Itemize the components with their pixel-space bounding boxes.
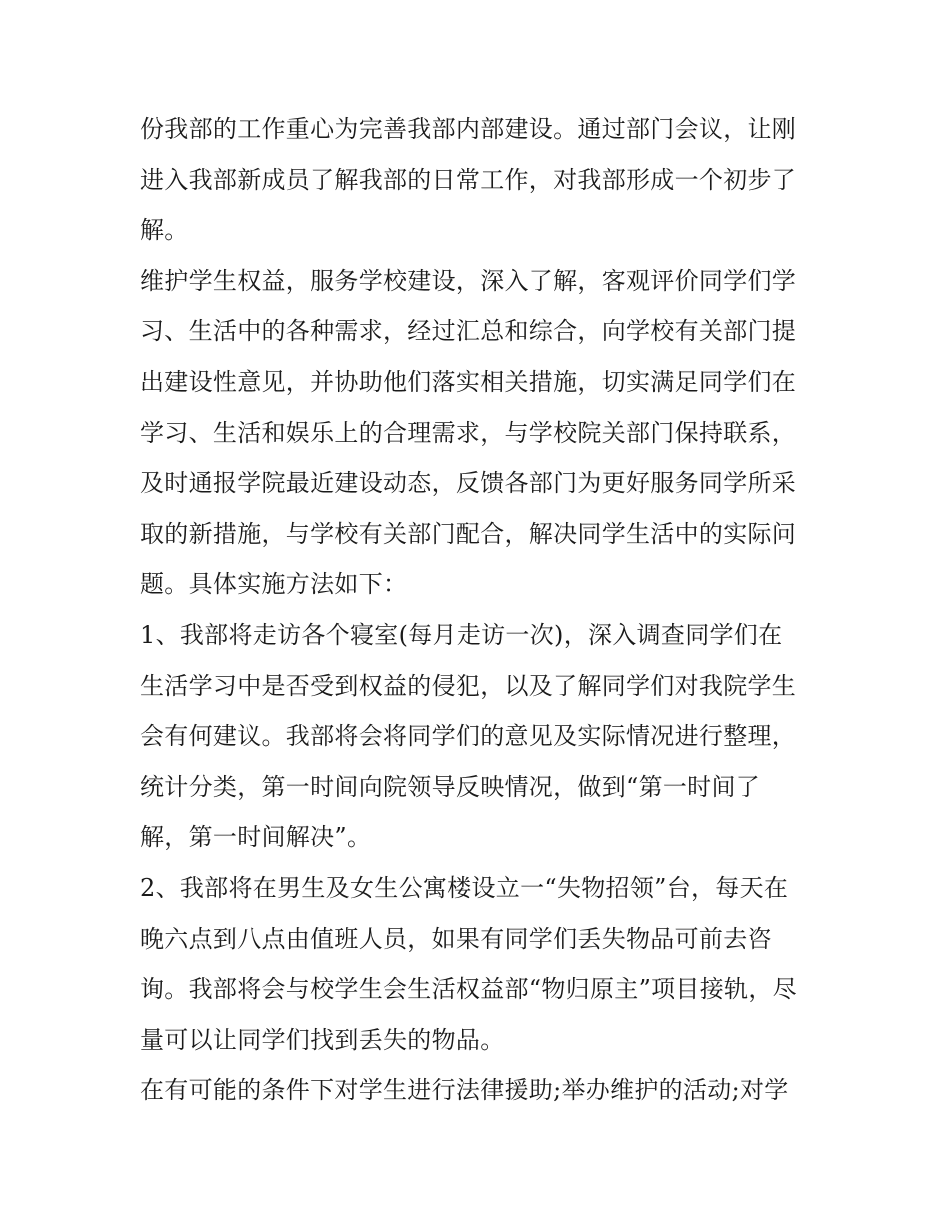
text-line: 出建设性意见，并协助他们落实相关措施，切实满足同学们在 xyxy=(140,367,797,396)
text-line: 晚六点到八点由值班人员，如果有同学们丢失物品可前去咨 xyxy=(140,924,772,953)
text-line: 1、我部将走访各个寝室(每月走访一次)，深入调查同学们在 xyxy=(140,620,783,649)
text-line: 量可以让同学们找到丢失的物品。 xyxy=(140,1025,505,1054)
text-line: 生活学习中是否受到权益的侵犯，以及了解同学们对我院学生 xyxy=(140,671,797,700)
text-line: 维护学生权益，服务学校建设，深入了解，客观评价同学们学 xyxy=(140,266,797,295)
text-line: 份我部的工作重心为完善我部内部建设。通过部门会议，让刚 xyxy=(140,115,797,143)
text-line: 取的新措施，与学校有关部门配合，解决同学生活中的实际问 xyxy=(140,519,797,548)
text-line: 解。 xyxy=(140,216,189,245)
text-line: 2、我部将在男生及女生公寓楼设立一“失物招领”台，每天在 xyxy=(140,873,789,902)
text-line: 学习、生活和娱乐上的合理需求，与学校院关部门保持联系， xyxy=(140,418,797,447)
text-line: 统计分类，第一时间向院领导反映情况，做到“第一时间了 xyxy=(140,772,761,801)
text-line: 及时通报学院最近建设动态，反馈各部门为更好服务同学所采 xyxy=(140,469,797,498)
document-body xyxy=(140,104,820,1116)
text-line: 题。具体实施方法如下： xyxy=(140,570,408,599)
text-line: 进入我部新成员了解我部的日常工作，对我部形成一个初步了 xyxy=(140,165,797,194)
text-line: 会有何建议。我部将会将同学们的意见及实际情况进行整理， xyxy=(140,722,797,751)
text-line: 习、生活中的各种需求，经过汇总和综合，向学校有关部门提 xyxy=(140,317,797,346)
text-line: 解，第一时间解决”。 xyxy=(140,823,372,852)
text-line: 询。我部将会与校学生会生活权益部“物归原主”项目接轨，尽 xyxy=(140,975,797,1004)
text-line: 在有可能的条件下对学生进行法律援助;举办维护的活动;对学 xyxy=(140,1076,789,1105)
